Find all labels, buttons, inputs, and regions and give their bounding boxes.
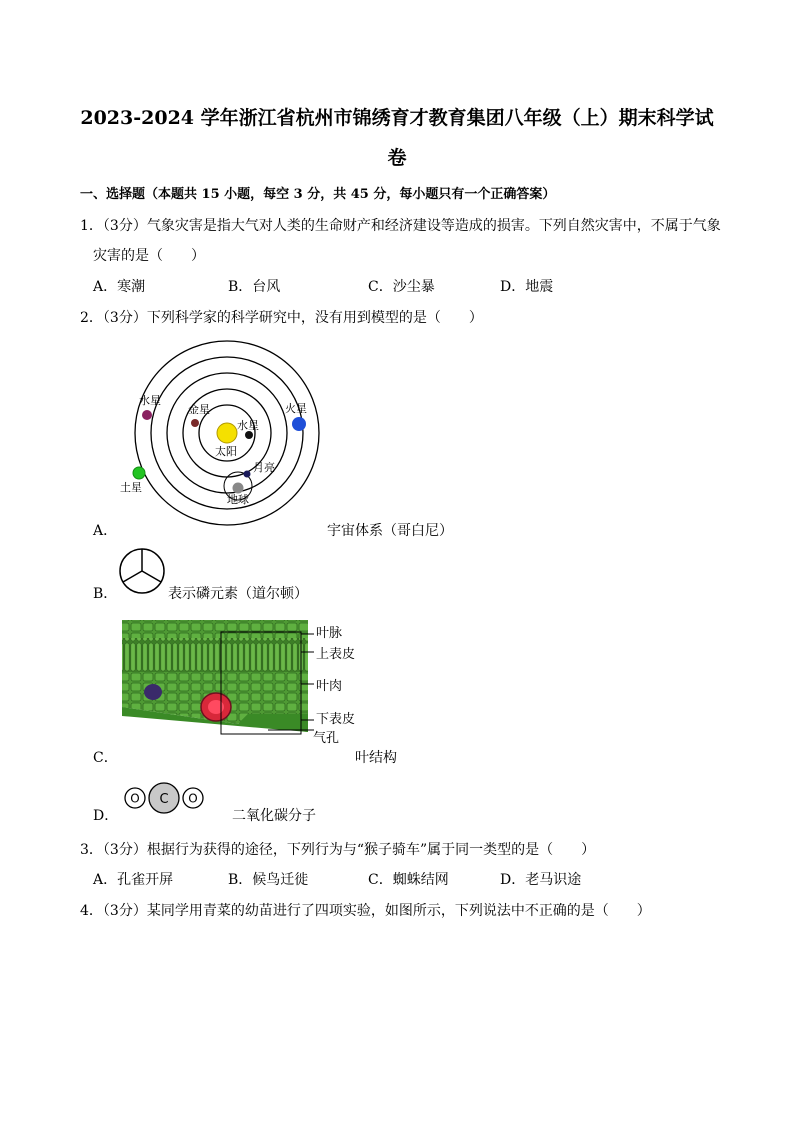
label-mercury-inner: 水星: [237, 419, 259, 432]
label-upper-epidermis: 上表皮: [316, 647, 356, 662]
q3-option-a: A．孔雀开屏: [93, 872, 174, 888]
section-heading: 一、选择题（本题共 15 小题，每空 3 分，共 45 分，每小题只有一个正确答案）: [80, 187, 556, 202]
q2-option-c-caption: 叶结构: [355, 750, 397, 766]
label-stoma: 气孔: [313, 731, 340, 746]
q2-option-b-caption: 表示磷元素（道尔顿）: [168, 586, 308, 602]
q2-stem: 2．（3分）下列科学家的科学研究中，没有用到模型的是（ ）: [80, 310, 483, 326]
label-mars: 火星: [285, 402, 307, 415]
label-oxygen-right: O: [188, 791, 198, 806]
q3-option-c: C．蜘蛛结网: [368, 872, 449, 888]
mars-body: [292, 417, 306, 431]
q1-option-d: D．地震: [500, 279, 554, 295]
q2-option-b-letter: B．: [93, 586, 118, 602]
q1-stem-line1: 1．（3分）气象灾害是指大气对人类的生命财产和经济建设等造成的损害。下列自然灾害中，不属于气象: [80, 218, 721, 234]
palisade-layer: [122, 638, 308, 672]
leaf-structure-diagram: [118, 612, 368, 747]
q4-stem: 4．（3分）某同学用青菜的幼苗进行了四项实验，如图所示，下列说法中不正确的是（ ）: [80, 903, 651, 919]
dalton-phosphorus-symbol: [118, 547, 168, 597]
solar-system-diagram: [115, 338, 335, 528]
q1-option-b: B．台风: [228, 279, 281, 295]
label-sun: 太阳: [215, 445, 237, 458]
q1-stem-line2: 灾害的是（ ）: [93, 248, 205, 264]
exam-title-line1: 2023-2024 学年浙江省杭州市锦绣育才教育集团八年级（上）期末科学试: [80, 107, 714, 129]
moon-body: [244, 471, 251, 478]
label-oxygen-left: O: [130, 791, 140, 806]
label-vein: 叶脉: [316, 626, 343, 641]
label-saturn: 土星: [120, 481, 142, 494]
vein-core: [208, 700, 224, 714]
q2-option-d-caption: 二氧化碳分子: [232, 808, 316, 824]
q3-option-b: B．候鸟迁徙: [228, 872, 309, 888]
co2-molecule-diagram: [120, 782, 210, 816]
label-mesophyll: 叶肉: [316, 679, 343, 694]
q2-option-a-caption: 宇宙体系（哥白尼）: [327, 523, 453, 539]
mercury-inner-body: [245, 431, 253, 439]
q1-option-a: A．寒潮: [93, 279, 146, 295]
q1-option-c: C．沙尘暴: [368, 279, 435, 295]
label-lower-epidermis: 下表皮: [316, 712, 356, 727]
exam-title-line2: 卷: [387, 147, 407, 169]
label-moon: 月亮: [253, 461, 275, 474]
label-carbon: C: [159, 792, 169, 807]
label-venus: 金星: [188, 403, 210, 416]
q2-option-c-letter: C．: [93, 750, 118, 766]
label-mercury-outer: 水星: [139, 394, 161, 407]
q2-option-d-letter: D．: [93, 808, 119, 824]
q2-option-a-letter: A．: [93, 523, 118, 539]
q3-option-d: D．老马识途: [500, 872, 582, 888]
saturn-body: [133, 467, 145, 479]
sun-body: [217, 423, 237, 443]
venus-body: [191, 419, 199, 427]
mercury-outer-body: [142, 410, 152, 420]
label-earth: 地球: [227, 493, 249, 506]
vein-bundle-small: [144, 684, 162, 700]
earth-body: [233, 483, 244, 494]
upper-epidermis-layer: [122, 620, 308, 638]
q3-stem: 3．（3分）根据行为获得的途径，下列行为与“猴子骑车”属于同一类型的是（ ）: [80, 842, 596, 858]
